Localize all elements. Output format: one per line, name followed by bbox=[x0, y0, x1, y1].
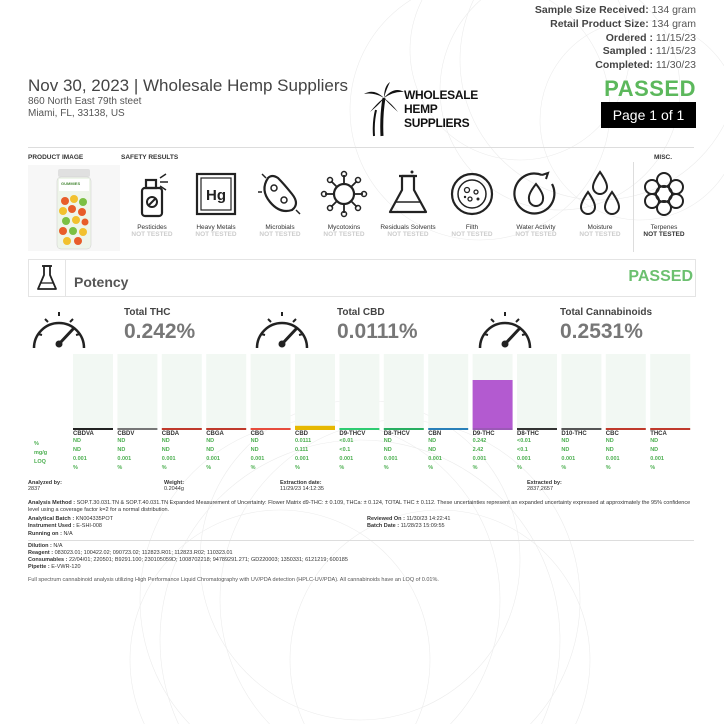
safety-moisture: Moisture NOT TESTED bbox=[568, 170, 632, 238]
water-activity-icon bbox=[512, 170, 560, 218]
gauge-icon bbox=[28, 304, 90, 352]
cannabinoid-unit: % bbox=[472, 465, 478, 471]
bar-baseline-cbg bbox=[251, 428, 291, 430]
bar-baseline-cbdva bbox=[73, 428, 113, 430]
meta-ordered: Ordered : 11/15/23 bbox=[605, 32, 696, 44]
cannabinoid-pct: ND bbox=[206, 438, 215, 444]
total-cannabinoids-value: 0.2531% bbox=[560, 320, 643, 343]
cannabinoid-mg: ND bbox=[117, 447, 126, 453]
cannabinoid-pct: 0.0111 bbox=[295, 438, 312, 444]
cannabinoid-loq: 0.001 bbox=[428, 456, 442, 462]
bar-background bbox=[561, 354, 601, 428]
gauge-icon bbox=[251, 304, 313, 352]
cannabinoid-column bbox=[206, 431, 246, 473]
cannabinoid-name: CBG bbox=[250, 431, 264, 437]
potency-title: Potency bbox=[74, 274, 129, 290]
cannabinoid-mg: ND bbox=[73, 447, 81, 453]
divider bbox=[28, 540, 694, 541]
cannabinoid-unit: % bbox=[517, 465, 522, 471]
instrument-used: Instrument Used : E-SHI-008 bbox=[28, 523, 102, 529]
cannabinoid-loq: 0.001 bbox=[472, 456, 487, 462]
cannabinoid-mg: ND bbox=[650, 447, 659, 453]
cannabinoid-mg: ND bbox=[561, 447, 570, 453]
cannabinoid-loq: 0.001 bbox=[650, 456, 664, 462]
safety-mycotoxins: Mycotoxins NOT TESTED bbox=[312, 170, 376, 238]
address-line-2: Miami, FL, 33138, US bbox=[28, 108, 125, 119]
safety-residual-solvents: Residuals Solvents NOT TESTED bbox=[376, 170, 440, 238]
batch-date: Batch Date : 11/28/23 15:09:55 bbox=[367, 523, 445, 529]
moisture-icon bbox=[576, 170, 624, 218]
safety-pesticides: Pesticides NOT TESTED bbox=[120, 170, 184, 238]
potency-divider bbox=[65, 260, 66, 296]
reviewed-on: Reviewed On : 11/30/23 14:22:41 bbox=[367, 516, 451, 522]
cannabinoid-name: D8-THCV bbox=[383, 431, 410, 437]
filth-icon bbox=[448, 170, 496, 218]
cannabinoid-unit: % bbox=[73, 465, 78, 471]
cannabinoid-name: CBGA bbox=[206, 431, 224, 437]
reagent: Reagent : 083023.01; 100422.02; 090723.02; 112823.R01; 112823.R02; 110323.01 bbox=[28, 550, 233, 556]
row-label-loq: LOQ bbox=[34, 459, 46, 465]
cannabinoid-name: CBDA bbox=[161, 431, 180, 437]
weight: Weight: 0.2044g bbox=[164, 480, 185, 492]
cannabinoid-pct: <0.01 bbox=[339, 438, 354, 444]
cannabinoid-column bbox=[650, 431, 690, 473]
cannabinoid-unit: % bbox=[339, 465, 345, 471]
cannabinoid-name: THCA bbox=[650, 431, 667, 437]
bar-background bbox=[206, 354, 246, 428]
cannabinoid-name: CBDV bbox=[117, 431, 135, 437]
analysis-method: Analysis Method : SOP.T.30.031.TN & SOP.T.40.031.TN Expanded Measurement of Uncertainty: Flower Matrix d9-THC: ± 0.109, THCa: ± 0.124, TOTAL THC ± 0.112. These uncertainties represent an expanded uncertainty expressed at approximately the 95% confidence level using a coverage factor k=2 for a normal distribution. bbox=[28, 500, 691, 513]
bar-baseline-cbda bbox=[162, 428, 202, 430]
misc-terpenes: Terpenes NOT TESTED bbox=[632, 170, 696, 238]
section-safety-results: SAFETY RESULTS bbox=[121, 154, 179, 161]
total-thc-value: 0.242% bbox=[124, 320, 196, 343]
cannabinoid-pct: ND bbox=[250, 438, 259, 444]
cannabinoid-loq: 0.001 bbox=[339, 456, 354, 462]
safety-microbials: Microbials NOT TESTED bbox=[248, 170, 312, 238]
dilution: Dilution : N/A bbox=[28, 543, 63, 549]
section-misc: MISC. bbox=[654, 154, 673, 161]
page-indicator: Page 1 of 1 bbox=[601, 102, 696, 128]
bar-baseline-d10-thc bbox=[561, 428, 601, 430]
cannabinoid-column bbox=[73, 431, 113, 473]
potency-flask-icon bbox=[36, 263, 58, 293]
cannabinoid-loq: 0.001 bbox=[161, 456, 176, 462]
cannabinoid-name: CBD bbox=[295, 431, 308, 437]
cannabinoid-name: D9-THC bbox=[472, 431, 495, 437]
overall-status: PASSED bbox=[604, 76, 696, 101]
bar-background bbox=[339, 354, 379, 428]
cannabinoid-pct: ND bbox=[605, 438, 614, 444]
bar-d9-thc bbox=[473, 380, 513, 428]
cannabinoid-unit: % bbox=[117, 465, 123, 471]
cannabinoid-pct: ND bbox=[561, 438, 570, 444]
total-cbd-label: Total CBD bbox=[337, 307, 385, 318]
cannabinoid-pct: ND bbox=[383, 438, 392, 444]
bar-background bbox=[606, 354, 646, 428]
microbials-icon bbox=[256, 170, 304, 218]
bar-background bbox=[162, 354, 202, 428]
cannabinoid-unit: % bbox=[605, 465, 611, 471]
cannabinoid-unit: % bbox=[561, 465, 567, 471]
cannabinoid-loq: 0.001 bbox=[295, 456, 309, 462]
cannabinoid-mg: 2.42 bbox=[472, 447, 484, 453]
logo-text-line2: HEMP bbox=[404, 102, 438, 116]
cannabinoid-pct: ND bbox=[428, 438, 437, 444]
palm-tree-icon bbox=[364, 82, 404, 138]
flask-icon bbox=[384, 170, 432, 218]
cannabinoid-column bbox=[473, 431, 513, 473]
cannabinoid-column bbox=[606, 431, 646, 473]
cannabinoid-unit: % bbox=[161, 465, 167, 471]
footnote: Full spectrum cannabinoid analysis utilizing High Performance Liquid Chromatography with UV/PDA detection (HPLC-UV/PDA). All cannabinoids have an LOQ of 0.01%. bbox=[28, 577, 439, 583]
cannabinoid-mg: ND bbox=[250, 447, 259, 453]
bar-background bbox=[117, 354, 157, 428]
cannabinoid-unit: % bbox=[295, 465, 300, 471]
cannabinoid-loq: 0.001 bbox=[73, 456, 87, 462]
analytical-batch: Analytical Batch : KN004335POT bbox=[28, 516, 113, 522]
svg-text:Hg: Hg bbox=[206, 187, 226, 204]
terpenes-icon bbox=[640, 170, 688, 218]
bar-baseline-cbd bbox=[295, 428, 335, 430]
cannabinoid-loq: 0.001 bbox=[517, 456, 531, 462]
bar-baseline-cbga bbox=[206, 428, 246, 430]
cannabinoid-unit: % bbox=[250, 465, 256, 471]
bar-background bbox=[295, 354, 335, 428]
divider bbox=[28, 147, 694, 148]
bar-background bbox=[73, 354, 113, 428]
cannabinoid-column bbox=[517, 431, 557, 473]
running-on: Running on : N/A bbox=[28, 531, 73, 537]
cannabinoid-loq: 0.001 bbox=[383, 456, 398, 462]
cannabinoid-mg: <0.1 bbox=[339, 447, 351, 453]
safety-filth: Filth NOT TESTED bbox=[440, 170, 504, 238]
cannabinoid-column bbox=[561, 431, 601, 473]
bar-baseline-d9-thc bbox=[473, 428, 513, 430]
cannabinoid-mg: ND bbox=[428, 447, 437, 453]
cannabinoid-name: D9-THCV bbox=[339, 431, 366, 437]
bar-background bbox=[251, 354, 291, 428]
total-cannabinoids-label: Total Cannabinoids bbox=[560, 307, 653, 318]
extracted-by: Extracted by: 2837,2657 bbox=[527, 480, 562, 492]
cannabinoid-mg: 0.111 bbox=[295, 447, 309, 453]
cannabinoid-loq: 0.001 bbox=[605, 456, 620, 462]
cannabinoid-column bbox=[428, 431, 468, 473]
cannabinoid-pct: 0.242 bbox=[472, 438, 487, 444]
cannabinoid-pct: ND bbox=[161, 438, 170, 444]
potency-status: PASSED bbox=[628, 268, 693, 285]
bar-baseline-d8-thc bbox=[517, 428, 557, 430]
meta-retail-size: Retail Product Size: 134 gram bbox=[550, 18, 696, 30]
meta-completed: Completed: 11/30/23 bbox=[595, 59, 696, 71]
cannabinoid-unit: % bbox=[428, 465, 434, 471]
cannabinoid-name: CBN bbox=[428, 431, 442, 437]
cannabinoid-loq: 0.001 bbox=[117, 456, 132, 462]
row-label-pct: % bbox=[34, 441, 39, 447]
cannabinoid-unit: % bbox=[206, 465, 212, 471]
cannabinoid-column bbox=[162, 431, 202, 473]
cannabinoid-mg: ND bbox=[383, 447, 392, 453]
logo-text-line3: SUPPLIERS bbox=[404, 116, 470, 130]
bar-background bbox=[650, 354, 690, 428]
bar-baseline-cbc bbox=[606, 428, 646, 430]
company-logo bbox=[364, 82, 476, 138]
logo-text-line1: WHOLESALE bbox=[404, 88, 478, 102]
address-line-1: 860 North East 79th steet bbox=[28, 96, 142, 107]
cannabinoid-loq: 0.001 bbox=[250, 456, 265, 462]
cannabinoid-column bbox=[117, 431, 157, 473]
cannabinoid-pct: ND bbox=[73, 438, 81, 444]
product-jar-label: GUMMIES bbox=[61, 181, 81, 186]
pesticides-icon bbox=[130, 170, 174, 218]
total-cbd-value: 0.0111% bbox=[337, 320, 418, 343]
cannabinoid-unit: % bbox=[650, 465, 656, 471]
bar-baseline-cbdv bbox=[117, 428, 157, 430]
row-label-mg: mg/g bbox=[34, 450, 48, 456]
mycotoxins-icon bbox=[320, 170, 368, 218]
cannabinoid-column bbox=[251, 431, 291, 473]
cannabinoid-mg: <0.1 bbox=[517, 447, 528, 453]
bar-background bbox=[428, 354, 468, 428]
cannabinoid-column bbox=[384, 431, 424, 473]
analyzed-by: Analyzed by: 2837 bbox=[28, 480, 62, 492]
heavy-metals-icon bbox=[192, 170, 240, 218]
cannabinoid-mg: ND bbox=[206, 447, 215, 453]
bar-background bbox=[517, 354, 557, 428]
cannabinoid-name: CBDVA bbox=[73, 431, 94, 437]
cannabinoid-bar-chart bbox=[0, 350, 724, 432]
cannabinoid-name: CBC bbox=[605, 431, 619, 437]
cannabinoid-loq: 0.001 bbox=[206, 456, 220, 462]
cannabinoid-column bbox=[295, 431, 335, 473]
report-date-title: Nov 30, 2023 | Wholesale Hemp Suppliers bbox=[28, 76, 349, 95]
safety-heavy-metals: Hg Heavy Metals NOT TESTED bbox=[184, 170, 248, 238]
bar-cbd bbox=[295, 426, 335, 428]
cannabinoid-loq: 0.001 bbox=[561, 456, 576, 462]
cannabinoid-name: D10-THC bbox=[561, 431, 587, 437]
total-thc-label: Total THC bbox=[124, 307, 171, 318]
bar-background bbox=[384, 354, 424, 428]
cannabinoid-mg: ND bbox=[605, 447, 614, 453]
safety-water-activity: Water Activity NOT TESTED bbox=[504, 170, 568, 238]
cannabinoid-name: D8-THC bbox=[517, 431, 539, 437]
bar-baseline-thca bbox=[650, 428, 690, 430]
cannabinoid-column bbox=[339, 431, 379, 473]
product-image bbox=[28, 165, 120, 251]
gauge-icon bbox=[474, 304, 536, 352]
consumables: Consumables : 22/04/01; 220501; B9291.100; 230105059D; 1008702218; 94789291.271; GD220003; 1350331; 6121219; 600185 bbox=[28, 557, 348, 563]
cannabinoid-unit: % bbox=[383, 465, 389, 471]
bar-baseline-d8-thcv bbox=[384, 428, 424, 430]
section-product-image: PRODUCT IMAGE bbox=[28, 154, 84, 161]
meta-sample-size: Sample Size Received: 134 gram bbox=[534, 4, 696, 16]
cannabinoid-pct: ND bbox=[650, 438, 659, 444]
pipette: Pipette : E-VWR-120 bbox=[28, 564, 81, 570]
meta-sampled: Sampled : 11/15/23 bbox=[602, 45, 696, 57]
cannabinoid-pct: <0.01 bbox=[517, 438, 531, 444]
bar-baseline-cbn bbox=[428, 428, 468, 430]
cannabinoid-mg: ND bbox=[161, 447, 170, 453]
cannabinoid-pct: ND bbox=[117, 438, 126, 444]
bar-baseline-d9-thcv bbox=[339, 428, 379, 430]
extraction-date: Extraction date: 11/29/23 14:12:35 bbox=[280, 480, 324, 492]
